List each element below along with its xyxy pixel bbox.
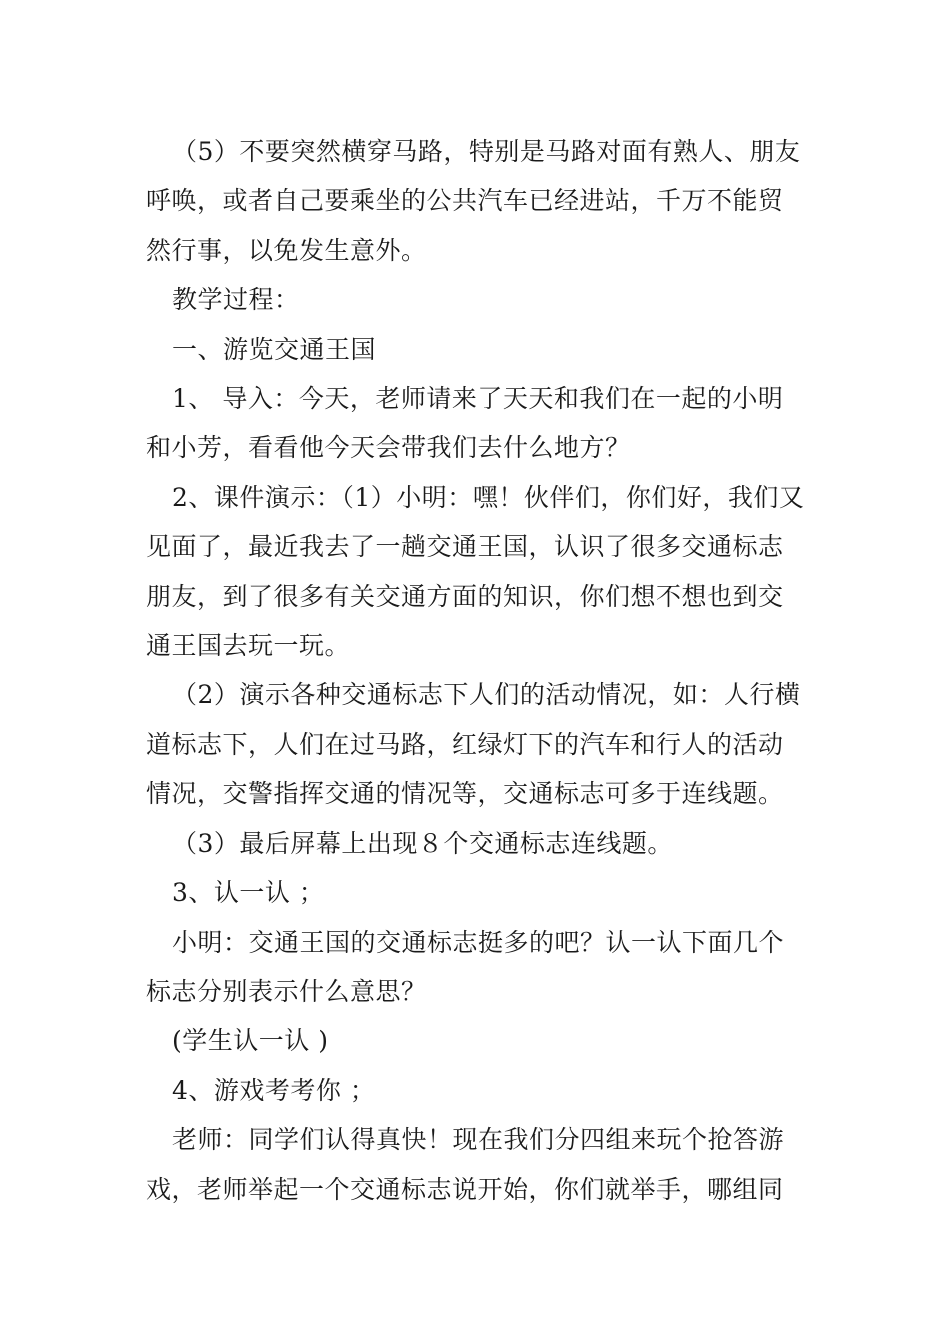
paragraph-step-2-demo: （2）演示各种交通标志下人们的活动情况，如：人行横道标志下，人们在过马路，红绿灯下的汽车和行人的活动情况，交警指挥交通的情况等，交通标志可多于连线题。 — [146, 680, 801, 809]
paragraph-step-4-teacher: 老师：同学们认得真快！现在我们分四组来玩个抢答游戏，老师举起一个交通标志说开始，你们就举手，哪组同 — [146, 1125, 785, 1204]
paragraph-step-2-courseware: 2、课件演示：（1）小明：嘿！伙伴们，你们好，我们又见面了，最近我去了一趟交通王国，认识了很多交通标志朋友，到了很多有关交通方面的知识，你们想不想也到交通王国去玩一玩。 — [146, 482, 805, 661]
paragraph-section-1-heading: 一、游览交通王国 — [172, 334, 377, 364]
paragraph-step-4-heading: 4、游戏考考你 ； — [172, 1075, 376, 1105]
paragraph-step-3-xiaoming: 小明：交通王国的交通标志挺多的吧？认一认下面几个标志分别表示什么意思？ — [146, 927, 785, 1006]
paragraph-step-2-screen: （3）最后屏幕上出现８个交通标志连线题。 — [172, 828, 673, 858]
paragraph-teaching-process: 教学过程： — [172, 285, 300, 315]
paragraph-step-3-students: (学生认一认 ) — [172, 1026, 329, 1056]
paragraph-rule-5: （5）不要突然横穿马路，特别是马路对面有熟人、朋友呼唤，或者自己要乘坐的公共汽车已经进站，千万不能贸然行事，以免发生意外。 — [146, 137, 801, 265]
paragraph-step-3-heading: 3、认一认 ； — [172, 878, 325, 908]
paragraph-step-1-intro: 1、 导入：今天，老师请来了天天和我们在一起的小明和小芳，看看他今天会带我们去什么地方？ — [146, 384, 784, 463]
document-body — [146, 127, 806, 1214]
